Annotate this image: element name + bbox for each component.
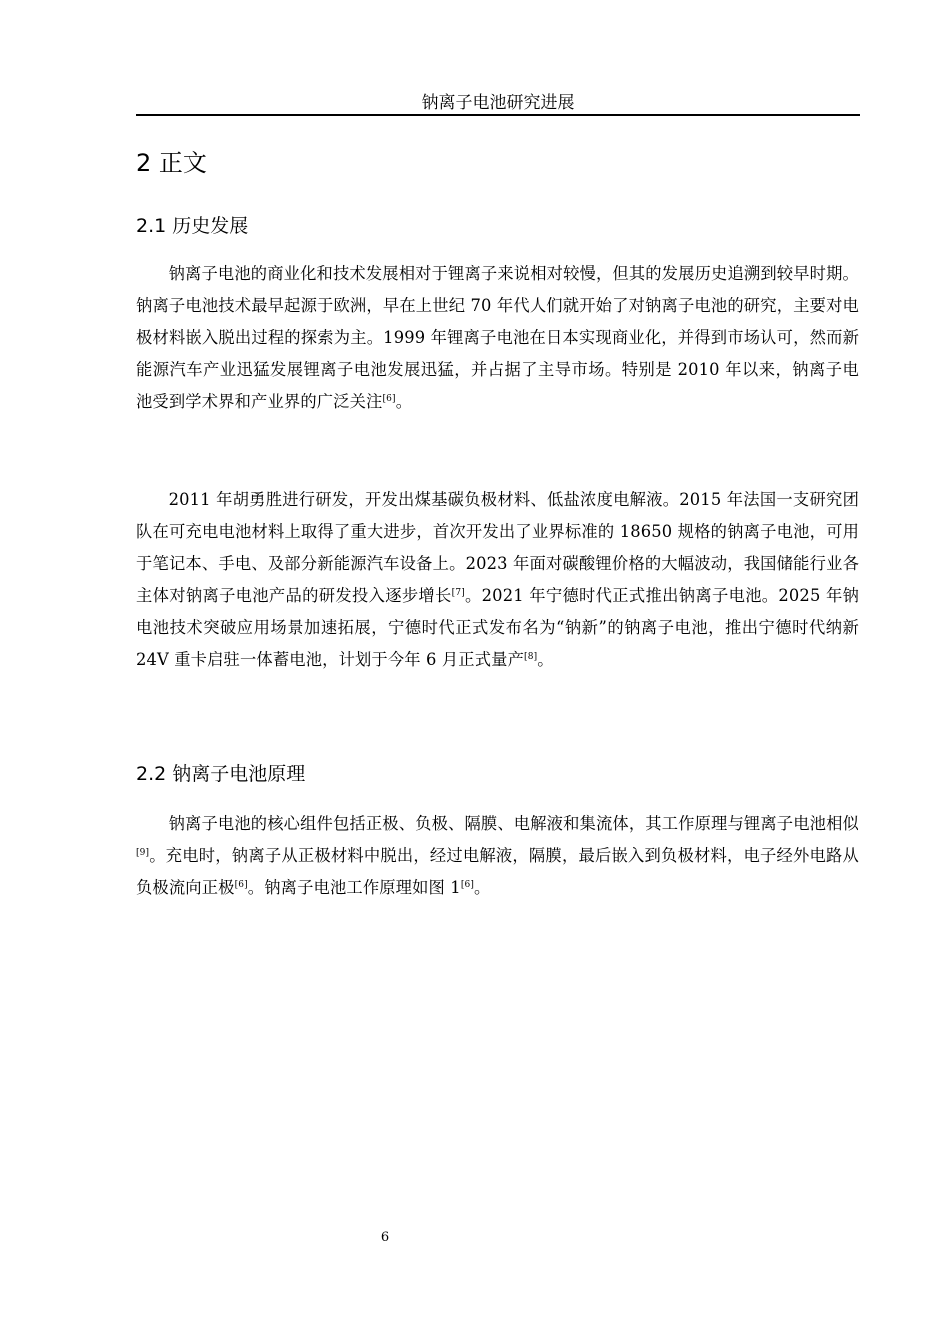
citation: [6] — [460, 880, 475, 890]
running-header: 钠离子电池研究进展 — [421, 93, 575, 113]
section-heading-history: 2.1 历史发展 — [136, 215, 249, 237]
paragraph-text: 。钠离子电池工作原理如图 1 — [247, 878, 461, 897]
paragraph-history-2 — [136, 484, 859, 676]
paragraph-principle-1 — [136, 808, 859, 904]
citation: [6] — [382, 394, 396, 404]
page-number: 6 — [380, 1230, 390, 1245]
paragraph-text: 。 — [537, 650, 554, 669]
citation: [6] — [234, 880, 248, 890]
paragraph-history-1 — [136, 258, 859, 418]
paragraph-text: 钠离子电池的商业化和技术发展相对于锂离子来说相对较慢，但其的发展历史追溯到较早时期。钠离子电池技术最早起源于欧洲，早在上世纪 70 年代人们就开始了对钠离子电池的研究，主要对电极材料嵌入脱出过程的探索为主。1999 年锂离子电池在日本实现商业化，并得到市场认可，然而新能源汽车产业迅猛发展锂离子电池发展迅猛，并占据了主导市场。特别是 2010 年以来，钠离子电池受到学术界和产业界的广泛关注 — [136, 264, 859, 411]
header-rule — [136, 114, 860, 116]
chapter-title: 2 正文 — [136, 149, 207, 177]
paragraph-text: 。 — [474, 878, 491, 897]
paragraph-text: 2011 年胡勇胜进行研发，开发出煤基碳负极材料、低盐浓度电解液。2015 年法国一支研究团队在可充电电池材料上取得了重大进步，首次开发出了业界标准的 18650 规格的钠离子电池，可用于笔记本、手电、及部分新能源汽车设备上。2023 年面对碳酸锂价格的大幅波动，我国储能行业各主体对钠离子电池产品的研发投入逐步增长 — [136, 490, 859, 605]
paragraph-text: 。充电时，钠离子从正极材料中脱出，经过电解液，隔膜，最后嵌入到负极材料，电子经外电路从负极流向正极 — [136, 846, 859, 897]
paragraph-text: 钠离子电池的核心组件包括正极、负极、隔膜、电解液和集流体，其工作原理与锂离子电池相似 — [168, 814, 859, 833]
citation: [7] — [451, 588, 465, 598]
section-heading-principle: 2.2 钠离子电池原理 — [136, 763, 306, 785]
paragraph-text: 。 — [395, 392, 413, 411]
citation: [8] — [524, 652, 538, 662]
citation: [9] — [136, 848, 150, 858]
paragraph-text: 。2021 年宁德时代正式推出钠离子电池。2025 年钠电池技术突破应用场景加速拓展，宁德时代正式发布名为“钠新”的钠离子电池，推出宁德时代纳新 24V 重卡启驻一体蓄电池，计划于今年 6 月正式量产 — [136, 586, 860, 669]
